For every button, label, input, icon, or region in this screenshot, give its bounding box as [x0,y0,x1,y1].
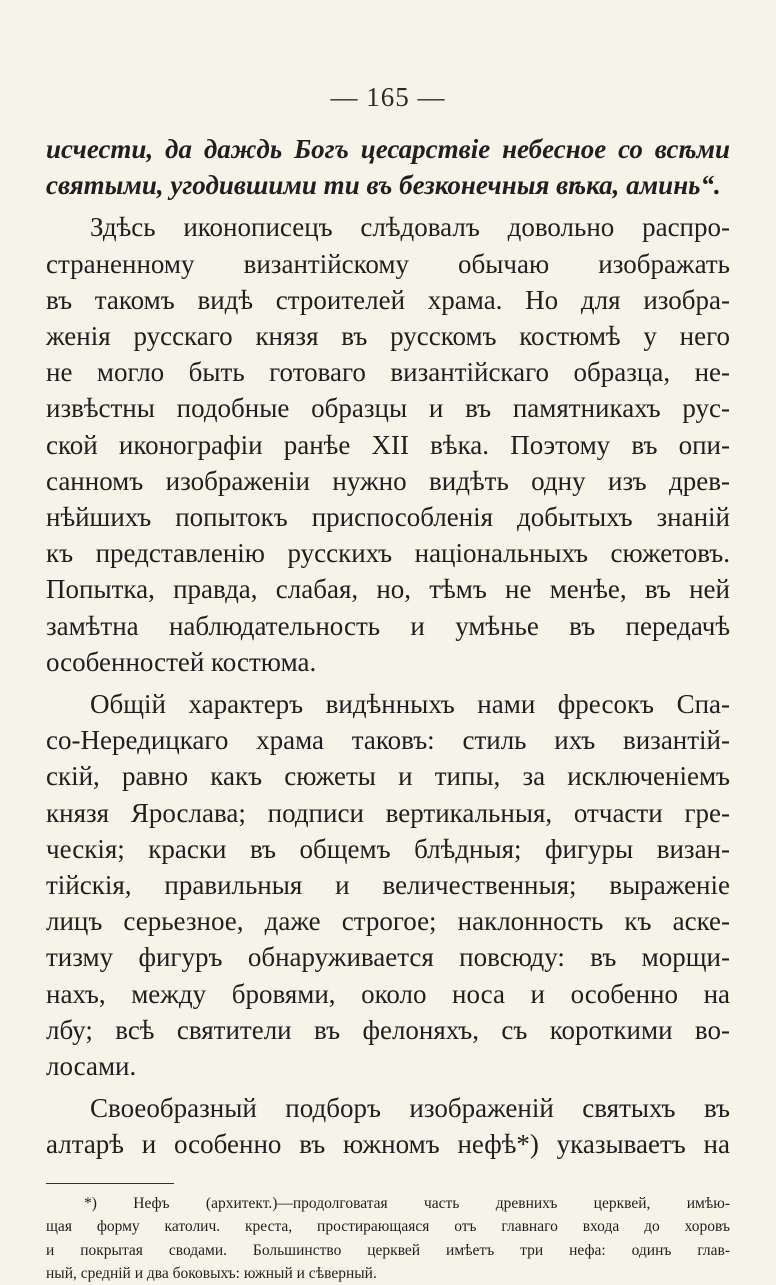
text-line: замѣтна наблюдательность и умѣнье въ передачѣ [46,610,730,641]
text-line: нахъ, между бровями, около носа и особенно на [46,978,730,1009]
footnote-line: *) Нефъ (архитект.)—продолговатая часть древнихъ церквей, имѣю- [84,1194,730,1212]
quote-line: исчести, да даждь Богъ цесарствіе небесное со всѣми [46,134,730,164]
text-line: особенностей костюма. [46,646,317,677]
text-line: алтарѣ и особенно въ южномъ нефѣ*) указываетъ на [46,1129,730,1160]
text-line: Общій характеръ видѣнныхъ нами фресокъ Спа- [90,689,730,720]
text-line: лосами. [46,1051,137,1082]
text-line: нѣйшихъ попытокъ приспособленія добытыхъ знаній [46,502,730,533]
text-line: извѣстны подобные образцы и въ памятникахъ рус- [46,393,730,424]
text-line: въ такомъ видѣ строителей храма. Но для изобра- [46,284,730,315]
text-line: тизму фигуръ обнаруживается повсюду: въ морщи- [46,942,730,973]
paragraph-2 [46,686,730,1084]
text-line: къ представленію русскихъ національныхъ сюжетовъ. [46,538,730,569]
text-line: со-Нередицкаго храма таковъ: стиль ихъ византій- [46,725,730,756]
footnote-line: и покрытая сводами. Большинство церквей имѣетъ три нефа: одинъ глав- [46,1241,730,1259]
quote-line: святыми, угодившими ти въ безконечныя вѣка, аминь“. [46,170,721,201]
footnote-divider [46,1183,174,1184]
text-line: лбу; всѣ святители въ фелоняхъ, съ короткими во- [46,1014,730,1045]
text-line: Попытка, правда, слабая, но, тѣмъ не менѣе, въ ней [46,574,730,605]
text-line: ческія; краски въ общемъ блѣдныя; фигуры визан- [46,833,730,864]
text-line: скій, равно какъ сюжеты и типы, за исключеніемъ [46,761,730,792]
page-number: — 165 — [330,82,446,112]
text-line: женія русскаго князя въ русскомъ костюмѣ у него [46,321,730,352]
text-line: тійскія, правильныя и величественныя; выраженіе [46,870,730,901]
text-line: ской иконографіи ранѣе XII вѣка. Поэтому въ опи- [46,429,730,460]
quote-paragraph [46,131,730,203]
footnote-line: щая форму католич. креста, простирающаяся отъ главнаго входа до хоровъ [46,1218,730,1236]
text-line: Здѣсь иконописецъ слѣдовалъ довольно распро- [90,212,730,243]
text-line: не могло быть готоваго византійскаго образца, не- [46,357,730,388]
text-line: Своеобразный подборъ изображеній святыхъ въ [90,1093,730,1124]
footnote-line: ный, средній и два боковыхъ: южный и сѣверный. [46,1264,377,1282]
text-line: князя Ярослава; подписи вертикальныя, отчасти гре- [46,797,730,828]
footnote [46,1192,730,1285]
text-line: лицъ серьезное, даже строгое; наклонность къ аске- [46,906,730,937]
book-page [46,82,730,1285]
paragraph-1 [46,209,730,680]
paragraph-3 [46,1090,730,1162]
text-line: санномъ изображеніи нужно видѣть одну изъ древ- [46,465,730,496]
text-line: страненному византійскому обычаю изображать [46,248,730,279]
